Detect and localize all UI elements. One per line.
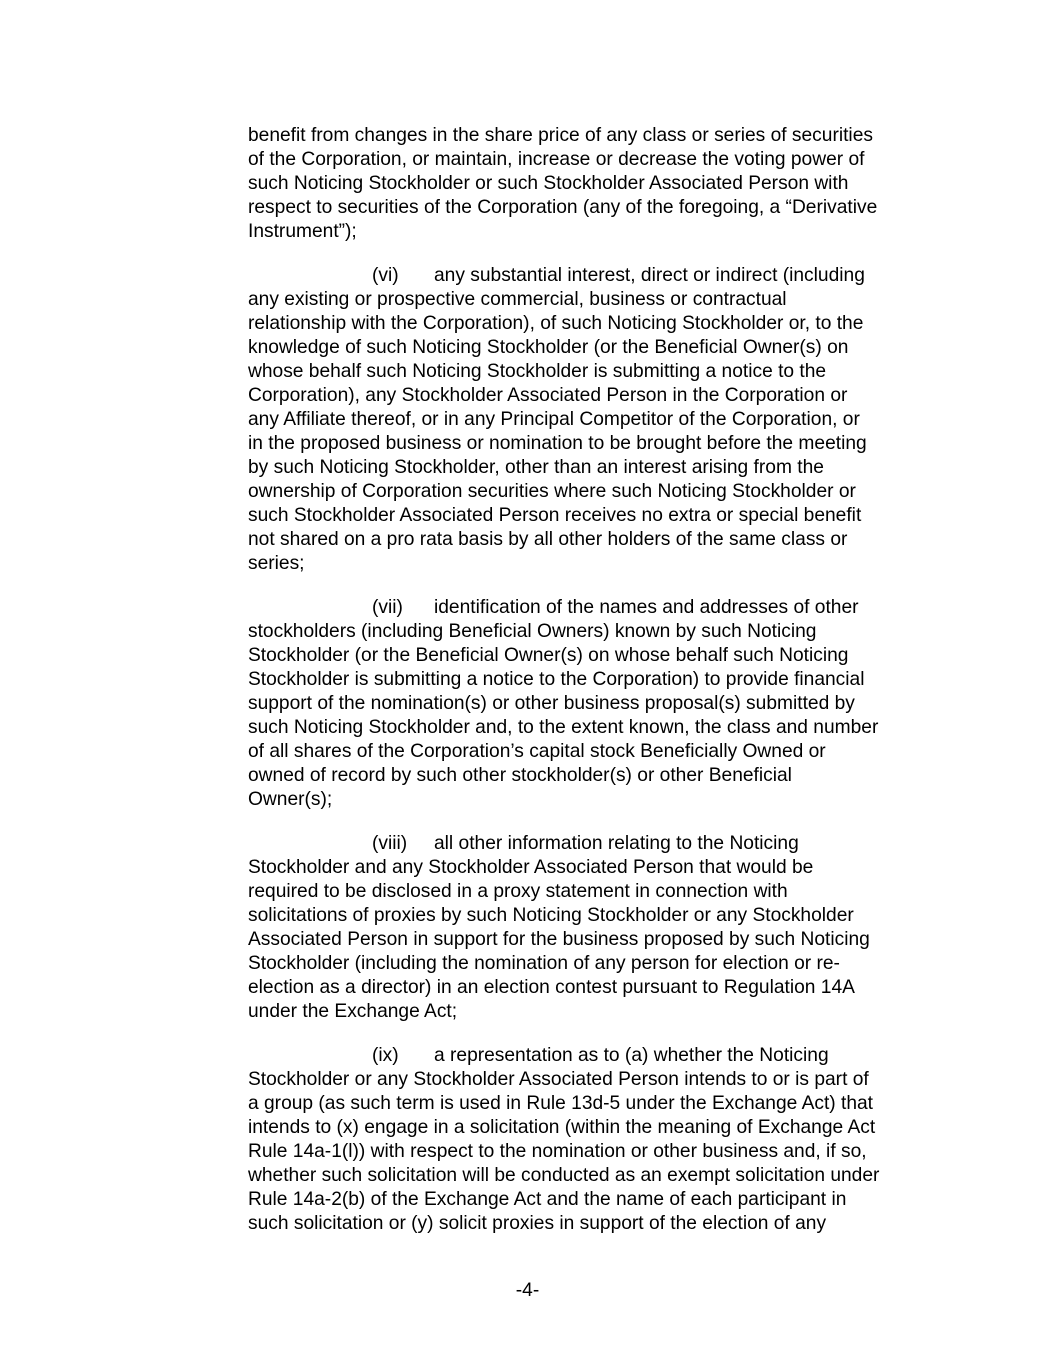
text-line: Stockholder (including the nomination of any person for election or re-: [248, 953, 840, 974]
text-line: in the proposed business or nomination to be brought before the meeting: [248, 433, 867, 454]
text-line: by such Noticing Stockholder, other than an interest arising from the: [248, 457, 824, 478]
text-line: Stockholder and any Stockholder Associated Person that would be: [248, 857, 814, 878]
text-line: such Noticing Stockholder and, to the extent known, the class and number: [248, 717, 879, 738]
text-line-first: [248, 1044, 938, 1068]
paragraph-vii: [248, 596, 938, 812]
paragraph-ix: [248, 1044, 938, 1236]
paragraph-continued: [248, 124, 938, 244]
text-line: relationship with the Corporation), of such Noticing Stockholder or, to the: [248, 313, 864, 334]
text-line: Associated Person in support for the business proposed by such Noticing: [248, 929, 870, 950]
paragraph-numeral: (viii): [372, 833, 408, 854]
document-body: [248, 124, 938, 1256]
text-line: Rule 14a-1(l)) with respect to the nomination or other business and, if so,: [248, 1141, 867, 1162]
text-line: not shared on a pro rata basis by all other holders of the same class or: [248, 529, 848, 550]
text-line: Stockholder or any Stockholder Associated Person intends to or is part of: [248, 1069, 869, 1090]
text-line: solicitations of proxies by such Noticing Stockholder or any Stockholder: [248, 905, 854, 926]
paragraph-numeral: (ix): [372, 1045, 399, 1066]
text-line: any Affiliate thereof, or in any Principal Competitor of the Corporation, or: [248, 409, 860, 430]
text-line: knowledge of such Noticing Stockholder (or the Beneficial Owner(s) on: [248, 337, 849, 358]
text-fragment: a representation as to (a) whether the Noticing: [434, 1045, 829, 1066]
paragraph-vi: [248, 264, 938, 576]
text-line: whose behalf such Noticing Stockholder is submitting a notice to the: [248, 361, 827, 382]
text-line: stockholders (including Beneficial Owners) known by such Noticing: [248, 621, 817, 642]
text-line: respect to securities of the Corporation (any of the foregoing, a “Derivative: [248, 197, 878, 218]
text-line: such solicitation or (y) solicit proxies in support of the election of any: [248, 1213, 827, 1234]
text-line-first: [248, 264, 938, 288]
text-line: of the Corporation, or maintain, increase or decrease the voting power of: [248, 149, 865, 170]
text-line-first: [248, 596, 938, 620]
text-line: support of the nomination(s) or other business proposal(s) submitted by: [248, 693, 855, 714]
text-line: such Stockholder Associated Person receives no extra or special benefit: [248, 505, 862, 526]
text-line: such Noticing Stockholder or such Stockholder Associated Person with: [248, 173, 849, 194]
text-line: ownership of Corporation securities where such Noticing Stockholder or: [248, 481, 856, 502]
paragraph-numeral: (vii): [372, 597, 403, 618]
text-line: of all shares of the Corporation’s capital stock Beneficially Owned or: [248, 741, 826, 762]
text-fragment: any substantial interest, direct or indirect (including: [434, 265, 865, 286]
text-fragment: all other information relating to the Noticing: [434, 833, 799, 854]
text-line: intends to (x) engage in a solicitation (within the meaning of Exchange Act: [248, 1117, 876, 1138]
page-number: -4-: [515, 1280, 540, 1301]
paragraph-numeral: (vi): [372, 265, 399, 286]
text-line-first: [248, 832, 938, 856]
text-line: whether such solicitation will be conducted as an exempt solicitation under: [248, 1165, 880, 1186]
text-line: Corporation), any Stockholder Associated Person in the Corporation or: [248, 385, 848, 406]
text-line: a group (as such term is used in Rule 13d-5 under the Exchange Act) that: [248, 1093, 874, 1114]
text-line: election as a director) in an election contest pursuant to Regulation 14A: [248, 977, 855, 998]
text-line: under the Exchange Act;: [248, 1001, 458, 1022]
text-line: owned of record by such other stockholder(s) or other Beneficial: [248, 765, 792, 786]
text-line: Stockholder is submitting a notice to the Corporation) to provide financial: [248, 669, 865, 690]
text-fragment: identification of the names and addresses of other: [434, 597, 859, 618]
text-line: benefit from changes in the share price of any class or series of securities: [248, 125, 873, 146]
text-line: required to be disclosed in a proxy statement in connection with: [248, 881, 788, 902]
text-line: Owner(s);: [248, 789, 333, 810]
paragraph-viii: [248, 832, 938, 1024]
text-line: Rule 14a-2(b) of the Exchange Act and the name of each participant in: [248, 1189, 847, 1210]
text-line: any existing or prospective commercial, business or contractual: [248, 289, 787, 310]
text-line: Stockholder (or the Beneficial Owner(s) on whose behalf such Noticing: [248, 645, 849, 666]
text-line: series;: [248, 553, 305, 574]
text-line: Instrument”);: [248, 221, 357, 242]
